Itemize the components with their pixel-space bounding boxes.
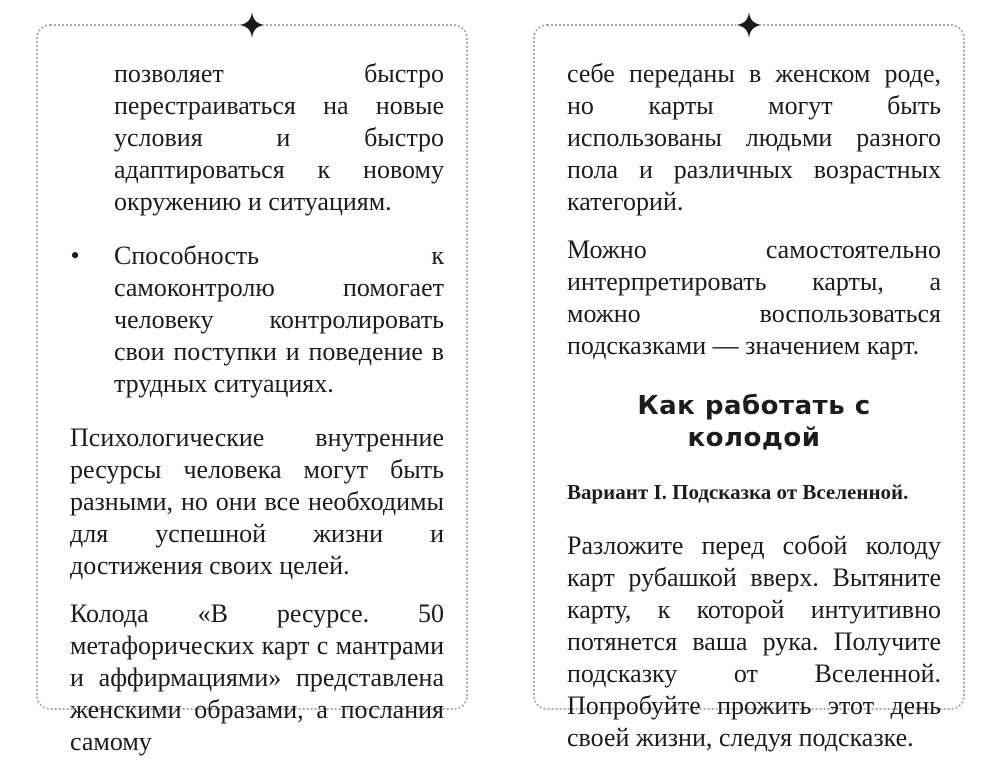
instructions-paragraph: Разложите перед собой колоду карт рубашкой вверх. Вытяните карту, к которой интуитивно потянется ваша рука. Получите подсказку от Вселенной. Попробуйте прожить этот день своей жизни, следуя подсказке. bbox=[567, 531, 941, 752]
right-page bbox=[533, 24, 965, 752]
paragraph: Можно самостоятельно интерпретировать карты, а можно воспользоваться подсказками — значением карт. bbox=[567, 235, 941, 360]
four-point-star-icon bbox=[736, 12, 762, 38]
left-page-content bbox=[70, 58, 444, 774]
bullet-item bbox=[70, 240, 444, 400]
paragraph: Колода «В ресурсе. 50 метафорических карт с мантрами и аффирмациями» представлена женскими образами, а послания самому bbox=[70, 599, 444, 756]
bullet-item bbox=[70, 58, 444, 218]
paragraph: себе переданы в женском роде, но карты могут быть использованы людьми разного пола и различных возрастных категорий. bbox=[567, 59, 941, 216]
paragraph: Психологические внутренние ресурсы человека могут быть разными, но они все необходимы для успешной жизни и достижения своих целей. bbox=[70, 423, 444, 580]
left-page bbox=[36, 24, 468, 756]
section-heading: Как работать с колодой bbox=[637, 391, 871, 453]
right-page-content bbox=[567, 58, 941, 770]
bullet-item-text: позволяет быстро перестраиваться на новые условия и быстро адаптироваться к новому окружению и ситуациям. bbox=[114, 59, 444, 216]
four-point-star-icon bbox=[239, 12, 265, 38]
variant-subheading: Вариант I. Подсказка от Вселенной. bbox=[567, 480, 909, 504]
bullet-item-text: Способность к самоконтролю помогает человеку контролировать свои поступки и поведение в трудных ситуациях. bbox=[114, 241, 444, 398]
bullet-list bbox=[70, 58, 444, 400]
bullet-dot: • bbox=[70, 241, 80, 270]
